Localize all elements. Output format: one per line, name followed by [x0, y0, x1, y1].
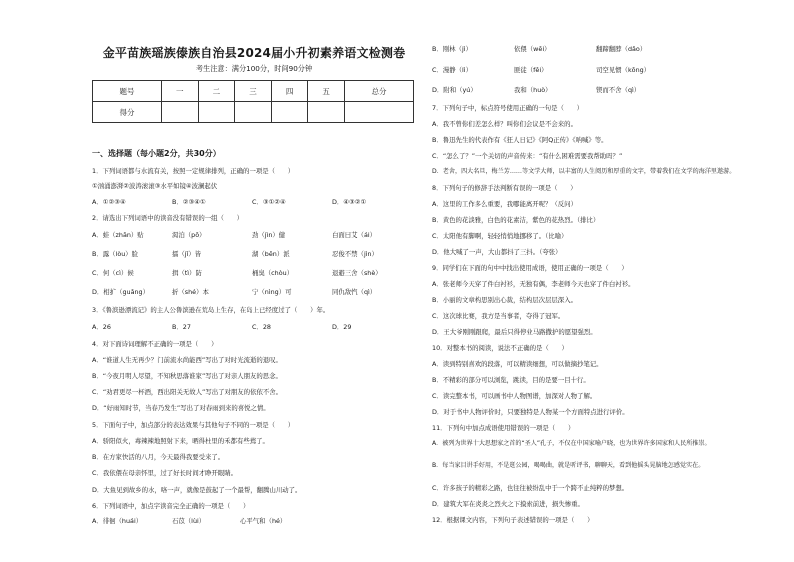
score-input-cell[interactable]: [198, 102, 235, 123]
option[interactable]: B．在方家快活的八月，今天最得我要受来了。: [92, 453, 225, 461]
option[interactable]: D．相扩（guǎng）: [92, 288, 150, 296]
score-cell: 总分: [344, 81, 413, 102]
score-cell: 三: [235, 81, 272, 102]
option[interactable]: A．读到特别喜欢的段落，可以精读细想，可以做摘抄笔记。: [432, 360, 603, 368]
option[interactable]: 渴泊（pō）: [172, 231, 206, 239]
question-text: 6．下列词语中，加点字读音完全正确的一项是（ ）: [92, 502, 250, 510]
option[interactable]: D．王大爷刚刚跟爬，最后只得停业马路撒护的愿望强烈。: [432, 328, 597, 336]
score-table-score-row: [93, 102, 414, 123]
option[interactable]: D．附和（yú）: [432, 86, 477, 94]
option[interactable]: 忍俊不禁（jìn）: [332, 250, 378, 258]
option[interactable]: 湖（bēn）派: [252, 250, 290, 258]
option[interactable]: A．我不曾你们差怎么样？叫你们会议是不会来的。: [432, 120, 577, 128]
section-heading: 一、选择题（每小题2分，共30分）: [92, 149, 221, 158]
score-input-cell[interactable]: [344, 102, 413, 123]
option[interactable]: A．张老师今天穿了件白衬衫，无独有偶，李老师今天也穿了件白衬衫。: [432, 280, 635, 288]
score-cell: 二: [198, 81, 235, 102]
option-row: [92, 250, 412, 258]
exam-title: 金平苗族瑶族傣族自治县2024届小升初素养语文检测卷: [102, 46, 406, 60]
question-text: 10．对整本书的阅读，说法不正确的是（ ）: [432, 344, 568, 352]
score-table-header-row: [93, 81, 414, 102]
option-row: [432, 86, 696, 94]
score-cell: 一: [161, 81, 198, 102]
option[interactable]: B．刚林（jì）: [432, 45, 472, 53]
option[interactable]: 宁（nìng）可: [252, 288, 292, 296]
option[interactable]: 折（shé）本: [172, 288, 209, 296]
score-cell: 五: [308, 81, 345, 102]
option[interactable]: D．老舍，四大名旦，梅兰芳……等文学大师，以丰富的人生阅历和厚重的文字，带着我们在文学的海洋里遨游。: [432, 168, 736, 175]
option[interactable]: D．“好雨知时节，当春乃发生”写出了对春雨到来的喜悦之情。: [92, 404, 270, 412]
option-row: [432, 66, 696, 74]
option[interactable]: 退避三舍（shè）: [332, 269, 382, 277]
option-row: [92, 198, 412, 206]
option[interactable]: B．黄色的花淡雅，白色的花素洁，紫色的花热烈。（排比）: [432, 216, 600, 224]
score-cell: 得分: [93, 102, 162, 123]
option[interactable]: A．骄阳似火，毒辣辣地照射下来，晒得杜里的禾都有些蔫了。: [92, 437, 269, 445]
option[interactable]: C．③①②④: [252, 198, 286, 206]
option[interactable]: 桶臭（chòu）: [252, 269, 294, 277]
option[interactable]: A．①②③④: [92, 198, 126, 206]
option[interactable]: B．27: [172, 323, 191, 331]
option[interactable]: 白面曰艾（ái）: [332, 231, 377, 239]
question-text: 8．下列句子的修辞手法判断有误的一项是（ ）: [432, 184, 577, 192]
option[interactable]: B．“今夜月明人尽望，不知秋思落谁家”写出了对亲人朋友的思念。: [92, 372, 282, 380]
option[interactable]: 我和（huò）: [514, 86, 552, 94]
option[interactable]: C．“怎么了？”一个关切的声音传来：“有什么困难需要我帮助吗？”: [432, 152, 623, 160]
option[interactable]: C．漫静（lì）: [432, 66, 472, 74]
option[interactable]: D．29: [332, 323, 352, 331]
option[interactable]: 司空见惯（kōng）: [596, 66, 651, 74]
option[interactable]: C．许多孩子的精彩之路，也往往被纷乱中于一个跨不止纯粹的梦想。: [432, 484, 629, 492]
question-text: 7．下列句子中，标点符号使用正确的一句是（ ）: [432, 104, 584, 112]
option[interactable]: D．大鱼见到故乡的水，咯一声，就像是鼓起了一个最帮，翻腾山川动了。: [92, 486, 302, 494]
option[interactable]: D．他大喊了一声，大山都抖了三抖。（夸张）: [432, 248, 562, 256]
question-text: 1．下列词语都与水流有关，按照一定规律排列，正确的一项是（ ）: [92, 167, 295, 175]
option-row: [92, 323, 412, 331]
option[interactable]: B．②③④①: [172, 198, 206, 206]
option[interactable]: A．徘徊（huái）: [92, 517, 143, 525]
option-row: [92, 517, 330, 525]
option[interactable]: D．建筑大军在炎炎之烈火之下摸索前进，损失惨重。: [432, 500, 584, 508]
option[interactable]: 翻蹄翻脖（dǎo）: [596, 45, 647, 53]
option[interactable]: C．太阳他有脚啊，轻轻悄悄地挪移了。（比喻）: [432, 232, 568, 240]
option[interactable]: 锲而不舍（qì）: [596, 86, 641, 94]
option-row: [92, 231, 412, 239]
option[interactable]: A．26: [92, 323, 111, 331]
score-input-cell[interactable]: [235, 102, 272, 123]
option[interactable]: D．④③②①: [332, 198, 367, 206]
option[interactable]: B．小丽的文章构思别出心裁，结构层次层层深入。: [432, 296, 577, 304]
option[interactable]: C．读完整本书，可以画书中人物图谱，加深对人物了解。: [432, 392, 597, 400]
option[interactable]: B．鲁迅先生的代表作有《狂人日记》《阿Q正传》《呐喊》等。: [432, 136, 608, 144]
option[interactable]: 劲（jìn）健: [252, 231, 286, 239]
score-table: [92, 80, 414, 123]
score-input-cell[interactable]: [161, 102, 198, 123]
option[interactable]: C．这次球比赛，我方是当事者，夺得了冠军。: [432, 312, 565, 320]
option[interactable]: B．每当家目讲手好用，不是逛公园，喝喝曲，就是听评书，聊聊天，看到他摇头晃脑地怎感觉实在。: [432, 462, 705, 469]
question-text: 12．根据课文内容，下列句子表述错误的一项是（ ）: [432, 516, 594, 524]
question-text: 3．《鲁滨逊漂流记》的主人公鲁滨逊在荒岛上生存，在岛上已经度过了（ ）年。: [92, 306, 330, 314]
option-row: [432, 45, 696, 53]
option[interactable]: B．露（lòu）脸: [92, 250, 139, 258]
option[interactable]: 石苡（lùi）: [172, 517, 206, 525]
option[interactable]: A．“谁道人生无再少？门前流水尚能西”写出了对时光流逝的退叹。: [92, 356, 282, 364]
score-cell: 四: [271, 81, 308, 102]
question-text: 4．对下面诗词理解不正确的一项是（ ）: [92, 340, 218, 348]
option[interactable]: A．被列为世界十大思想家之首的“圣人”孔子，不仅在中国家喻户晓，也为世界许多国家和人民所推崇。: [432, 440, 711, 447]
question-text: 9．同学们在下面的句中中找出使用成语，使用正确的一项是（ ）: [432, 264, 628, 272]
option-row: [92, 288, 412, 296]
option[interactable]: 擂（jǐ）皆: [172, 250, 202, 258]
option[interactable]: C．何（cì）候: [92, 269, 134, 277]
question-text: ①汹涌澎湃②波涛滚滚③水平如镜④波澜起伏: [92, 182, 218, 190]
option[interactable]: 依偎（wēi）: [514, 45, 551, 53]
option[interactable]: C．我依偎在母亲怀里，过了好长时间才睁开眼睛。: [92, 469, 238, 477]
score-input-cell[interactable]: [308, 102, 345, 123]
score-input-cell[interactable]: [271, 102, 308, 123]
option[interactable]: 心平气和（hé）: [240, 517, 287, 525]
exam-notice: 考生注意：满分100分，时间90分钟: [195, 64, 313, 73]
question-text: 11．下列句中加点成语使用错误的一项是（ ）: [432, 424, 575, 432]
option[interactable]: 揖（tì）防: [172, 269, 202, 277]
option[interactable]: A．这里的工作多么重要，我哪能离开呢？（反问）: [432, 200, 577, 208]
option[interactable]: 匪徒（fěi）: [514, 66, 548, 74]
question-text: 2．请选出下列词语中的读音没有错误的一组（ ）: [92, 214, 244, 222]
option[interactable]: 同仇敌忾（qì）: [332, 288, 377, 296]
score-cell: 题号: [93, 81, 162, 102]
option-row: [92, 269, 412, 277]
question-text: 5．下面句子中，加点部分的表达效果与其他句子不同的一项是（ ）: [92, 421, 295, 429]
option[interactable]: A．蛙（zhān）贴: [92, 231, 144, 239]
option[interactable]: D．对于书中人物评价时，只要独特是人物某一个方面特点进行评价。: [432, 408, 629, 416]
option[interactable]: C．28: [252, 323, 271, 331]
option[interactable]: C．“劝君更尽一杯酒，西出阳关无故人”写出了对朋友的依依不舍。: [92, 388, 283, 396]
option[interactable]: B．不精彩的部分可以浏览，跳读，目的是要一目十行。: [432, 376, 590, 384]
